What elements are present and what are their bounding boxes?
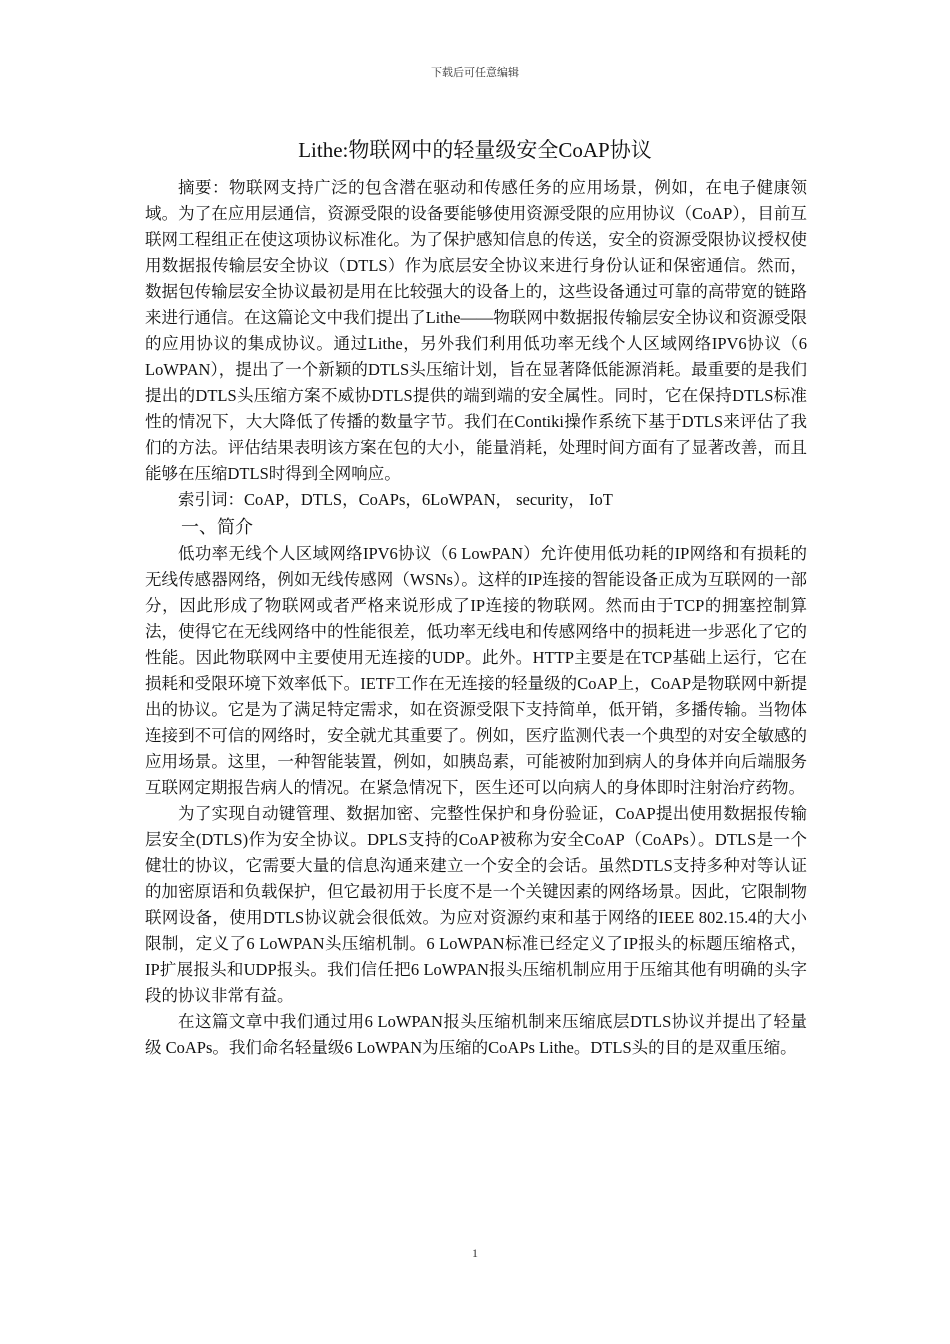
- body-paragraph: 在这篇文章中我们通过用6 LoWPAN报头压缩机制来压缩底层DTLS协议并提出了轻量级 CoAPs。我们命名轻量级6 LoWPAN为压缩的CoAPs Lithe。DTLS头的目的是双重压缩。: [145, 1012, 807, 1057]
- document-title: Lithe:物联网中的轻量级安全CoAP协议: [298, 138, 652, 162]
- body-paragraph: 为了实现自动键管理、数据加密、完整性保护和身份验证，CoAP提出使用数据报传输层安全(DTLS)作为安全协议。DPLS支持的CoAP被称为安全CoAP（CoAPs）。DTLS是一个健壮的协议，它需要大量的信息沟通来建立一个安全的会话。虽然DTLS支持多种对等认证的加密原语和负载保护，但它最初用于长度不是一个关键因素的网络场景。因此，它限制物联网设备，使用DTLS协议就会很低效。为应对资源约束和基于网络的IEEE 802.15.4的大小限制，定义了6 LoWPAN头压缩机制。6 LoWPAN标准已经定义了IP报头的标题压缩格式，IP扩展报头和UDP报头。我们信任把6 LoWPAN报头压缩机制应用于压缩其他有明确的头字段的协议非常有益。: [145, 804, 807, 1005]
- page-number: 1: [472, 1246, 478, 1260]
- section-heading-introduction: 一、简介: [181, 517, 253, 537]
- document-body: [145, 175, 807, 1061]
- abstract-paragraph: 摘要：物联网支持广泛的包含潜在驱动和传感任务的应用场景，例如，在电子健康领域。为了在应用层通信，资源受限的设备要能够使用资源受限的应用协议（CoAP），目前互联网工程组正在使这项协议标准化。为了保护感知信息的传送，安全的资源受限协议授权使用数据报传输层安全协议（DTLS）作为底层安全协议来进行身份认证和保密通信。然而，数据包传输层安全协议最初是用在比较强大的设备上的，这些设备通过可靠的高带宽的链路来进行通信。在这篇论文中我们提出了Lithe——物联网中数据报传输层安全协议和资源受限的应用协议的集成协议。通过Lithe，另外我们利用低功率无线个人区域网络IPV6协议（6 LoWPAN），提出了一个新颖的DTLS头压缩计划，旨在显著降低能源消耗。最重要的是我们提出的DTLS头压缩方案不威协DTLS提供的端到端的安全属性。同时，它在保持DTLS标准性的情况下，大大降低了传播的数量字节。我们在Contiki操作系统下基于DTLS来评估了我们的方法。评估结果表明该方案在包的大小，能量消耗，处理时间方面有了显著改善，而且能够在压缩DTLS时得到全网响应。: [145, 178, 807, 483]
- keywords-line: 索引词：CoAP，DTLS，CoAPs，6LoWPAN， security， IoT: [178, 490, 613, 509]
- body-paragraph: 低功率无线个人区域网络IPV6协议（6 LowPAN）允许使用低功耗的IP网络和有损耗的无线传感器网络，例如无线传感网（WSNs）。这样的IP连接的智能设备正成为互联网的一部分，因此形成了物联网或者严格来说形成了IP连接的物联网。然而由于TCP的拥塞控制算法，使得它在无线网络中的性能很差，低功率无线电和传感网络中的损耗进一步恶化了它的性能。因此物联网中主要使用无连接的UDP。此外。HTTP主要是在TCP基础上运行，它在损耗和受限环境下效率低下。IETF工作在无连接的轻量级的CoAP上，CoAP是物联网中新提出的协议。它是为了满足特定需求，如在资源受限下支持简单，低开销，多播传输。当物体连接到不可信的网络时，安全就尤其重要了。例如，医疗监测代表一个典型的对安全敏感的应用场景。这里，一种智能装置，例如，如胰岛素，可能被附加到病人的身体并向后端服务互联网定期报告病人的情况。在紧急情况下，医生还可以向病人的身体即时注射治疗药物。: [145, 544, 807, 797]
- page-header-note: 下载后可任意编辑: [431, 67, 519, 79]
